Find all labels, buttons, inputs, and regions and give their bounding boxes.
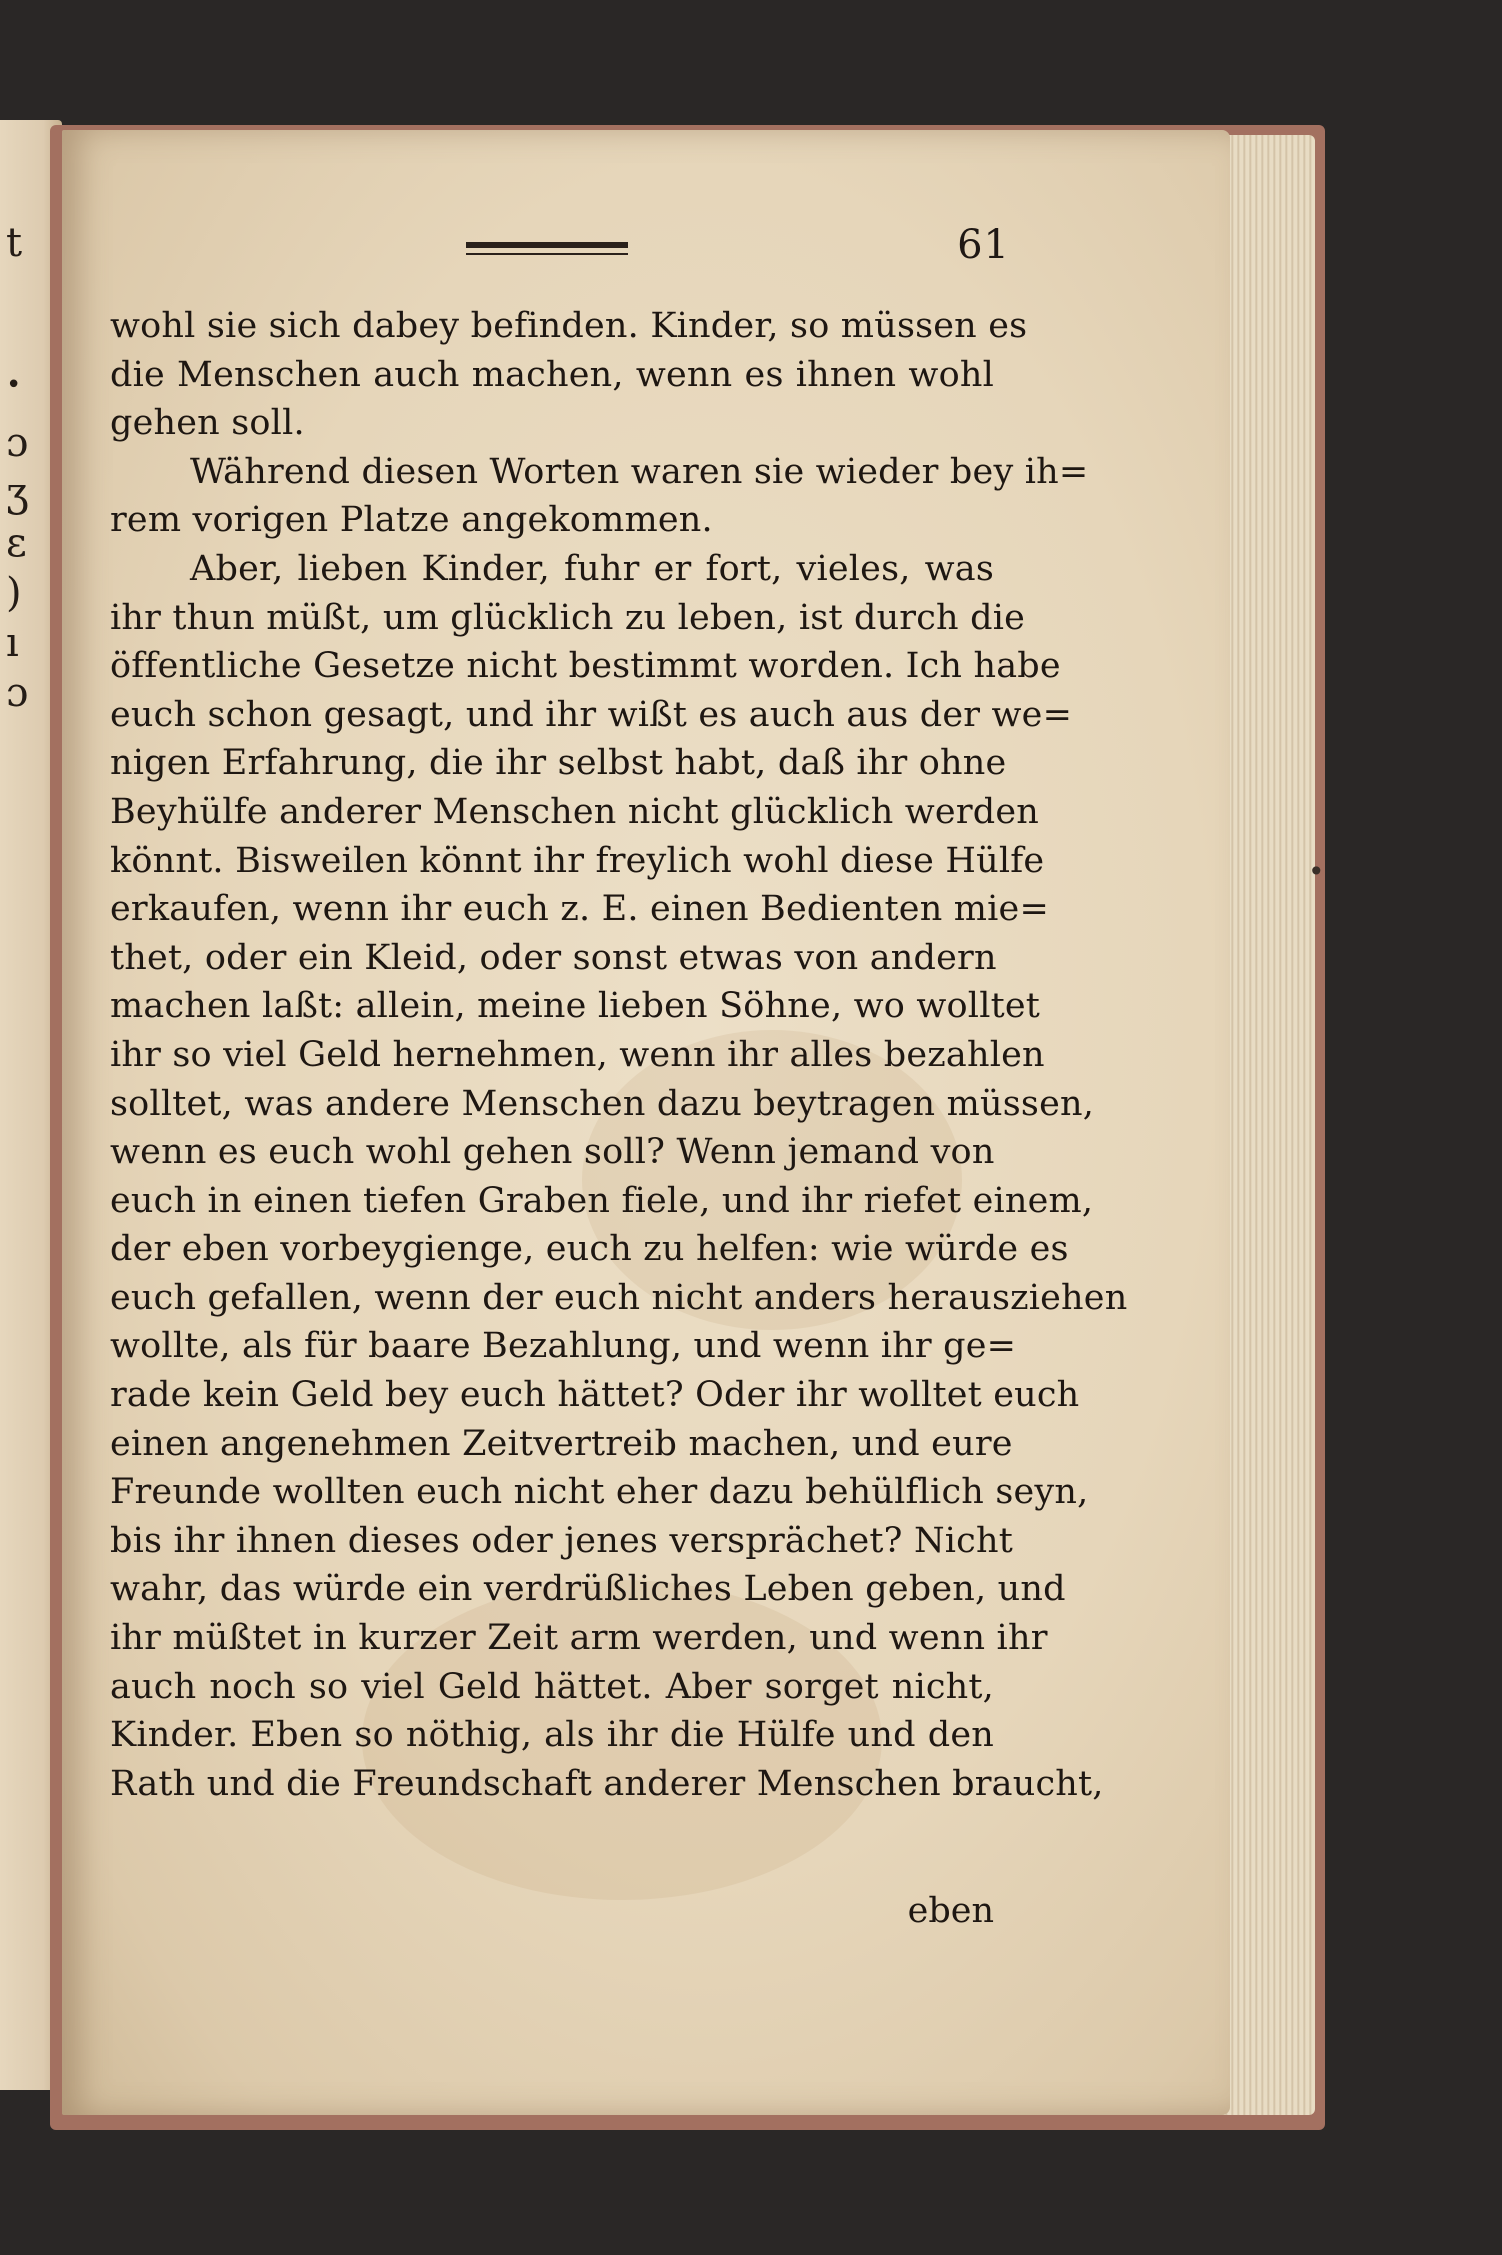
text-line: rade kein Geld bey euch hättet? Oder ihr wolltet euch bbox=[110, 1375, 1080, 1416]
left-page-fragment: • bbox=[6, 370, 22, 400]
text-line: Beyhülfe anderer Menschen nicht glücklich werden bbox=[110, 791, 1040, 832]
text-line: nigen Erfahrung, die ihr selbst habt, daß ihr ohne bbox=[110, 743, 1007, 784]
left-page-fragment: ɔ bbox=[6, 420, 29, 466]
text-line: solltet, was andere Menschen dazu beytragen müssen, bbox=[110, 1083, 1095, 1124]
text-line: erkaufen, wenn ihr euch z. E. einen Bedienten mie= bbox=[110, 889, 1049, 930]
text-line: auch noch so viel Geld hättet. Aber sorget nicht, bbox=[110, 1666, 994, 1707]
text-line: ihr thun müßt, um glücklich zu leben, ist durch die bbox=[110, 597, 1026, 638]
text-line: könnt. Bisweilen könnt ihr freylich wohl diese Hülfe bbox=[110, 840, 1045, 881]
text-line: machen laßt: allein, meine lieben Söhne, wo wolltet bbox=[110, 986, 1041, 1027]
left-page-fragment: ı bbox=[6, 620, 19, 666]
text-line: wahr, das würde ein verdrüßliches Leben geben, und bbox=[110, 1569, 1066, 1610]
catchword: eben bbox=[907, 1891, 994, 1931]
header-ornament-rule bbox=[466, 238, 628, 260]
text-line: Während diesen Worten waren sie wieder bey ih= bbox=[190, 451, 1089, 492]
margin-mark-icon: • bbox=[1308, 855, 1325, 888]
text-line: bis ihr ihnen dieses oder jenes versprächet? Nicht bbox=[110, 1520, 1013, 1561]
text-line: wohl sie sich dabey befinden. Kinder, so müssen es bbox=[110, 306, 1028, 346]
left-page-fragment: t bbox=[6, 220, 23, 266]
text-line: Kinder. Eben so nöthig, als ihr die Hülfe und den bbox=[110, 1715, 994, 1756]
text-line: ihr müßtet in kurzer Zeit arm werden, und wenn ihr bbox=[110, 1618, 1048, 1659]
header-rule-thin bbox=[466, 253, 628, 255]
text-line: der eben vorbeygienge, euch zu helfen: wie würde es bbox=[110, 1229, 1069, 1270]
left-page-fragment: ʒ bbox=[6, 470, 29, 516]
text-line: Aber, lieben Kinder, fuhr er fort, vieles, was bbox=[190, 548, 994, 589]
text-line: wenn es euch wohl gehen soll? Wenn jemand von bbox=[110, 1132, 995, 1173]
body-text bbox=[110, 302, 1128, 1808]
text-line: wollte, als für baare Bezahlung, und wenn ihr ge= bbox=[110, 1326, 1017, 1367]
text-line: Rath und die Freundschaft anderer Menschen braucht, bbox=[110, 1763, 1104, 1804]
text-line: thet, oder ein Kleid, oder sonst etwas von andern bbox=[110, 937, 997, 978]
text-line: rem vorigen Platze angekommen. bbox=[110, 500, 713, 541]
text-line: euch schon gesagt, und ihr wißt es auch aus der we= bbox=[110, 694, 1073, 735]
text-line: die Menschen auch machen, wenn es ihnen wohl bbox=[110, 354, 994, 395]
text-line: euch in einen tiefen Graben fiele, und ihr riefet einem, bbox=[110, 1180, 1094, 1221]
text-line: einen angenehmen Zeitvertreib machen, und eure bbox=[110, 1423, 1013, 1464]
text-line: Freunde wollten euch nicht eher dazu behülflich seyn, bbox=[110, 1472, 1089, 1513]
text-line: öffentliche Gesetze nicht bestimmt worden. Ich habe bbox=[110, 646, 1061, 687]
text-line: euch gefallen, wenn der euch nicht anders herausziehen bbox=[110, 1277, 1128, 1318]
text-line: gehen soll. bbox=[110, 403, 305, 444]
header-rule-thick bbox=[466, 242, 628, 248]
page-number: 61 bbox=[957, 222, 1010, 268]
text-line: ihr so viel Geld hernehmen, wenn ihr alles bezahlen bbox=[110, 1034, 1045, 1075]
left-page-fragment: ɔ bbox=[6, 670, 29, 716]
left-page-fragment: ɛ bbox=[6, 520, 27, 566]
left-page-fragment: ) bbox=[6, 570, 22, 616]
